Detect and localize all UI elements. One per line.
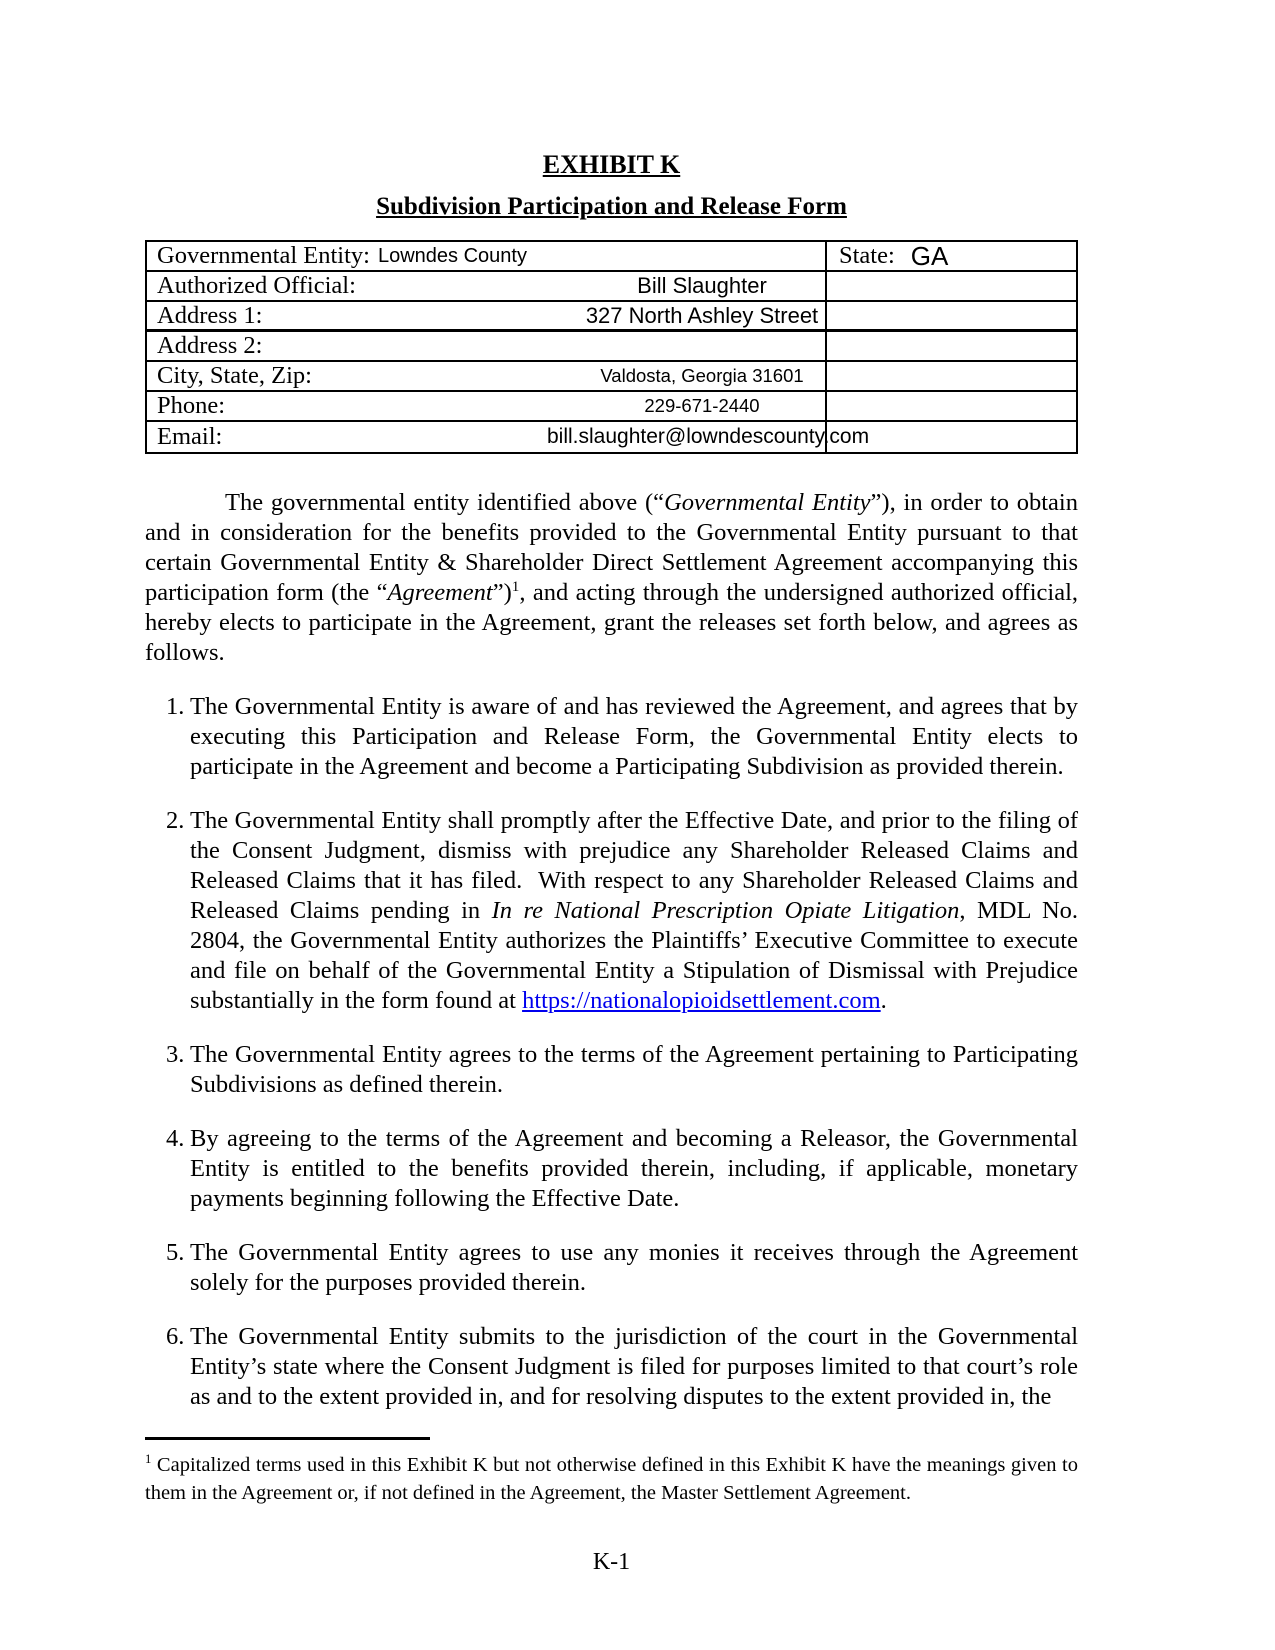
state-value[interactable]: GA <box>910 240 949 271</box>
governmental-entity-value[interactable]: Lowndes County <box>377 244 527 267</box>
city-state-zip-label: City, State, Zip: <box>157 362 312 389</box>
item-number: 6. <box>166 1323 185 1350</box>
intro-paragraph: The governmental entity identified above (“Governmental Entity”), in order to obtain and in consideration for the benefits provided to the Governmental Entity pursuant to that certain Governmental Entity & Shareholder Direct Settlement Agreement accompanying this participation form (the “Agreement”)$^1$, and acting through the undersigned authorized official, hereby elects to participate in the Agreement, grant the releases set forth below, and agrees as follows. <box>145 489 1079 666</box>
list-item-2 <box>145 806 1078 1016</box>
item-number: 4. <box>166 1125 185 1152</box>
address1-value[interactable]: 327 North Ashley Street <box>585 302 819 328</box>
list-item-3 <box>145 1040 1078 1100</box>
authorized-official-value[interactable]: Bill Slaughter <box>637 273 767 298</box>
address1-label: Address 1: <box>157 301 263 329</box>
governmental-entity-label: Governmental Entity: <box>157 242 370 269</box>
item-number: 3. <box>166 1041 185 1068</box>
terms-list <box>145 692 1078 1412</box>
footnote: $^1$ Capitalized terms used in this Exhibit K but not otherwise defined in this Exhibit K have the meanings given to them in the Agreement or, if not defined in the Agreement, the Master Settlement Agreement. <box>145 1452 1078 1504</box>
form-row-address2 <box>147 332 1076 362</box>
list-item-5 <box>145 1238 1078 1298</box>
item-text: The Governmental Entity agrees to use any monies it receives through the Agreement solely for the purposes provided therein. <box>190 1239 1078 1296</box>
list-item-6 <box>145 1322 1078 1412</box>
item-text: The Governmental Entity is aware of and has reviewed the Agreement, and agrees that by executing this Participation and Release Form, the Governmental Entity elects to participate in the Agreement and become a Participating Subdivision as provided therein. <box>190 693 1078 780</box>
page-title: EXHIBIT K <box>542 150 681 179</box>
item-number: 1. <box>166 693 185 720</box>
item-text: By agreeing to the terms of the Agreement and becoming a Releasor, the Governmental Entity is entitled to the benefits provided therein, including, if applicable, monetary payments beginning following the Effective Date. <box>190 1125 1078 1212</box>
form-row-email <box>147 422 1076 452</box>
state-cell <box>827 242 1076 270</box>
item-text: The Governmental Entity shall promptly after the Effective Date, and prior to the filing of the Consent Judgment, dismiss with prejudice any Shareholder Released Claims and Released Claims that it has filed. With respect to any Shareholder Released Claims and Released Claims pending in In re National Prescription Opiate Litigation, MDL No. 2804, the Governmental Entity authorizes the Plaintiffs’ Executive Committee to execute and file on behalf of the Governmental Entity a Stipulation of Dismissal with Prejudice substantially in the form found at https://nationalopioidsettlement.com. <box>190 807 1079 1014</box>
form-row-city-state-zip <box>147 362 1076 392</box>
entity-info-table <box>145 240 1078 454</box>
state-label: State: <box>839 242 895 269</box>
phone-label: Phone: <box>157 392 226 419</box>
address2-label: Address 2: <box>157 332 263 359</box>
list-item-4 <box>145 1124 1078 1214</box>
item-text: The Governmental Entity agrees to the terms of the Agreement pertaining to Participating Subdivisions as defined therein. <box>190 1041 1078 1098</box>
form-row-phone <box>147 392 1076 422</box>
page-number: K-1 <box>592 1549 631 1575</box>
list-item-1 <box>145 692 1078 782</box>
form-row-authorized-official <box>147 272 1076 302</box>
email-value[interactable]: bill.slaughter@lowndescounty.com <box>547 425 870 448</box>
entity-cell <box>147 242 827 270</box>
page-subtitle: Subdivision Participation and Release Form <box>376 193 847 220</box>
footnote-separator <box>145 1437 430 1440</box>
authorized-official-label: Authorized Official: <box>157 272 356 299</box>
item-number: 5. <box>166 1239 185 1266</box>
item-number: 2. <box>166 807 185 834</box>
form-row-governmental-entity <box>147 242 1076 272</box>
phone-value[interactable]: 229-671-2440 <box>644 395 760 416</box>
city-state-zip-value[interactable]: Valdosta, Georgia 31601 <box>600 365 804 386</box>
settlement-link[interactable]: https://nationalopioidsettlement.com <box>522 987 881 1014</box>
form-row-address1 <box>147 302 1076 332</box>
email-label: Email: <box>157 423 223 450</box>
item-text: The Governmental Entity submits to the jurisdiction of the court in the Governmental Entity’s state where the Consent Judgment is filed for purposes limited to that court’s role as and to the extent provided in, and for resolving disputes to the extent provided in, the <box>190 1323 1078 1410</box>
